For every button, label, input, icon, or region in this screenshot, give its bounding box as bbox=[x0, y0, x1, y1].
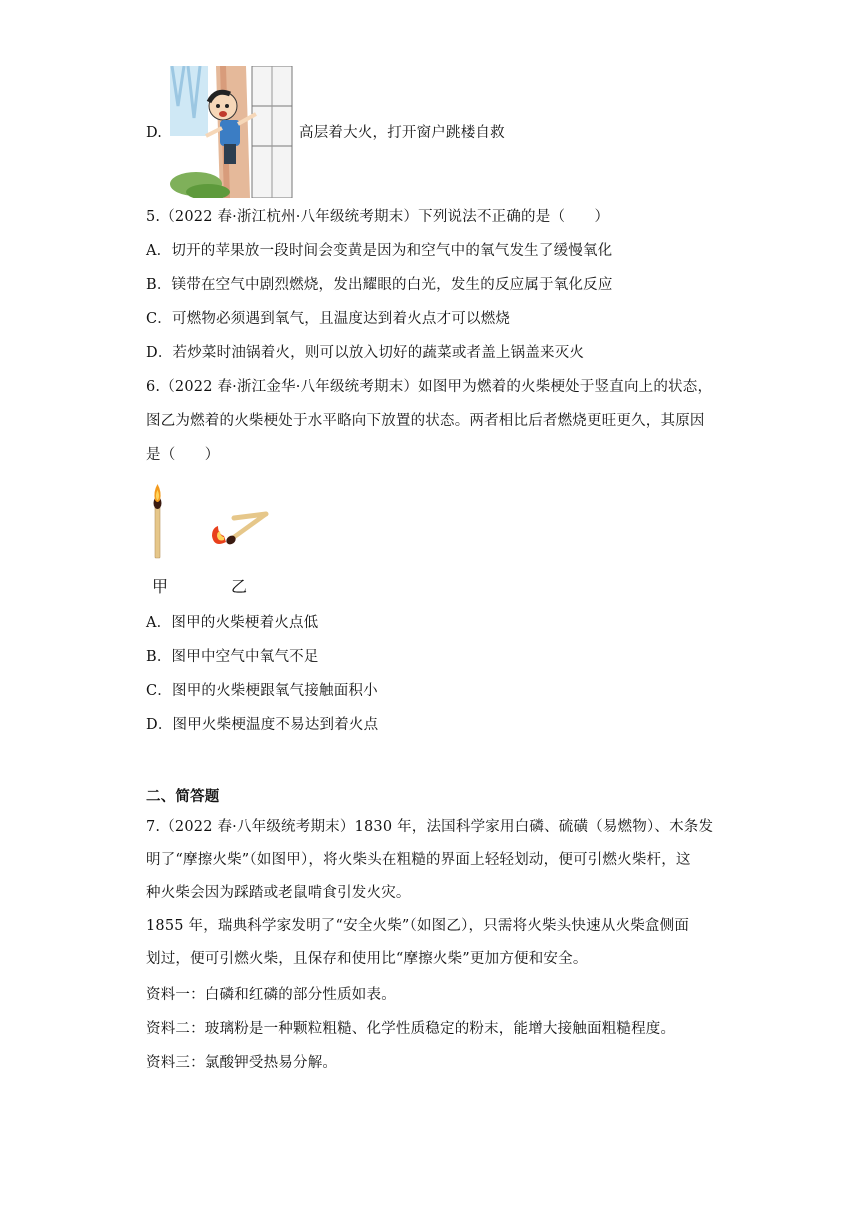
q5-option-b: B．镁带在空气中剧烈燃烧，发出耀眼的白光，发生的反应属于氧化反应 bbox=[146, 277, 613, 293]
q6-stem-line-3: 是（ ） bbox=[146, 447, 220, 463]
vertical-match-stick bbox=[155, 506, 160, 558]
q5-stem: 5.（2022 春·浙江杭州·八年级统考期末）下列说法不正确的是（ ） bbox=[146, 209, 610, 225]
q6-option-b: B．图甲中空气中氧气不足 bbox=[146, 649, 319, 665]
q7-line-5: 划过，便可引燃火柴，且保存和使用比“摩擦火柴”更加方便和安全。 bbox=[146, 951, 588, 967]
q4-option-d-text: 高层着大火，打开窗户跳楼自救 bbox=[299, 125, 505, 141]
q4-option-d-letter: D. bbox=[146, 125, 163, 141]
figure-label-jia: 甲 bbox=[152, 577, 169, 596]
q6-option-a: A．图甲的火柴梗着火点低 bbox=[146, 615, 319, 631]
q6-option-d: D．图甲火柴梗温度不易达到着火点 bbox=[146, 717, 379, 733]
q6-stem-line-1: 6.（2022 春·浙江金华·八年级统考期末）如图甲为燃着的火柴梗处于竖直向上的状态， bbox=[146, 379, 713, 395]
q6-stem-line-2: 图乙为燃着的火柴梗处于水平略向下放置的状态。两者相比后者燃烧更旺更久，其原因 bbox=[146, 413, 705, 429]
q7-line-2: 明了“摩擦火柴”（如图甲），将火柴头在粗糙的界面上轻轻划动，便可引燃火柴杆，这 bbox=[146, 852, 691, 868]
q7-material-1: 资料一：白磷和红磷的部分性质如表。 bbox=[146, 987, 396, 1003]
q6-option-c: C．图甲的火柴梗跟氧气接触面积小 bbox=[146, 683, 378, 699]
q7-line-4: 1855 年，瑞典科学家发明了“安全火柴”（如图乙），只需将火柴头快速从火柴盒侧面 bbox=[146, 918, 690, 934]
q7-material-2: 资料二：玻璃粉是一种颗粒粗糙、化学性质稳定的粉末，能增大接触面粗糙程度。 bbox=[146, 1021, 676, 1037]
q5-option-a: A．切开的苹果放一段时间会变黄是因为和空气中的氧气发生了缓慢氧化 bbox=[146, 243, 613, 259]
q5-option-d: D．若炒菜时油锅着火，则可以放入切好的蔬菜或者盖上锅盖来灭火 bbox=[146, 345, 585, 361]
window-jump-illustration bbox=[168, 66, 298, 198]
figure-label-yi: 乙 bbox=[231, 577, 248, 596]
section-title: 二、简答题 bbox=[146, 788, 220, 805]
q5-option-c: C．可燃物必须遇到氧气，且温度达到着火点才可以燃烧 bbox=[146, 311, 511, 327]
q7-line-3: 种火柴会因为踩踏或老鼠啃食引发火灾。 bbox=[146, 885, 411, 901]
q7-line-1: 7.（2022 春·八年级统考期末）1830 年，法国科学家用白磷、硫磺（易燃物）、木条发 bbox=[146, 819, 714, 835]
q7-material-3: 资料三：氯酸钾受热易分解。 bbox=[146, 1055, 338, 1071]
